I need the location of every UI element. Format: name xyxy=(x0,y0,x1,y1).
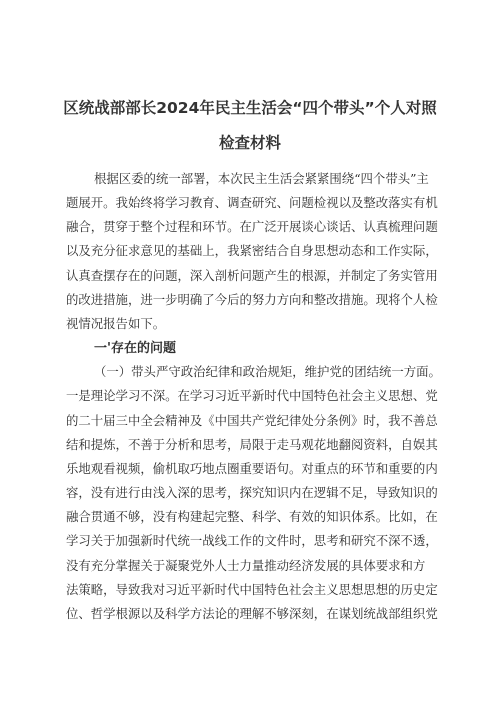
body-line: 没有充分掌握关于凝聚党外人士力量推动经济发展的具体要求和方 xyxy=(66,559,426,573)
body-line: 的二十届三中全会精神及《中国共产党纪律处分条例》时，我不善总 xyxy=(66,414,438,428)
intro-line: 的改进措施，进一步明确了今后的努力方向和整改措施。现将个人检 xyxy=(66,293,438,307)
body-line: 乐地观看视频，偷机取巧地点圈重要语句。对重点的环节和重要的内 xyxy=(66,462,438,476)
body-line: 位、哲学根源以及科学方法论的理解不够深刻，在谋划统战部组织党 xyxy=(66,607,438,621)
body-line: 一是理论学习不深。在学习习近平新时代中国特色社会主义思想、党 xyxy=(66,389,438,403)
body-line: （一）带头严守政治纪律和政治规矩，维护党的团结统一方面。 xyxy=(94,365,441,379)
intro-line: 根据区委的统一部署，本次民主生活会紧紧围绕“四个带头”主 xyxy=(94,172,429,186)
body-line: 容，没有进行由浅入深的思考，探究知识内在逻辑不足，导致知识的 xyxy=(66,486,438,500)
section-heading: 一'存在的问题 xyxy=(94,341,176,356)
intro-line: 视情况报告如下。 xyxy=(66,317,166,331)
body-line: 融合贯通不够，没有构建起完整、科学、有效的知识体系。比如，在 xyxy=(66,510,438,524)
intro-line: 认真查摆存在的问题，深入剖析问题产生的根源，并制定了务实管用 xyxy=(66,269,438,283)
body-line: 学习关于加强新时代统一战线工作的文件时，思考和研究不深不透， xyxy=(66,534,438,548)
document-title-line-2: 检查材料 xyxy=(218,134,281,152)
intro-line: 融合，贯穿于整个过程和环节。在广泛开展谈心谈话、认真梳理问题 xyxy=(66,220,438,234)
body-line: 结和提炼，不善于分析和思考，局限于走马观花地翻阅资料，自娱其 xyxy=(66,438,438,452)
intro-line: 题展开。我始终将学习教育、调查研究、问题检视以及整改落实有机 xyxy=(66,196,438,210)
intro-line: 以及充分征求意见的基础上，我紧密结合自身思想动态和工作实际， xyxy=(66,244,438,258)
document-title-line-1: 区统战部部长2024年民主生活会“四个带头”个人对照 xyxy=(63,99,437,117)
body-line: 法策略，导致我对习近平新时代中国特色社会主义思想思想的历史定 xyxy=(66,583,438,597)
